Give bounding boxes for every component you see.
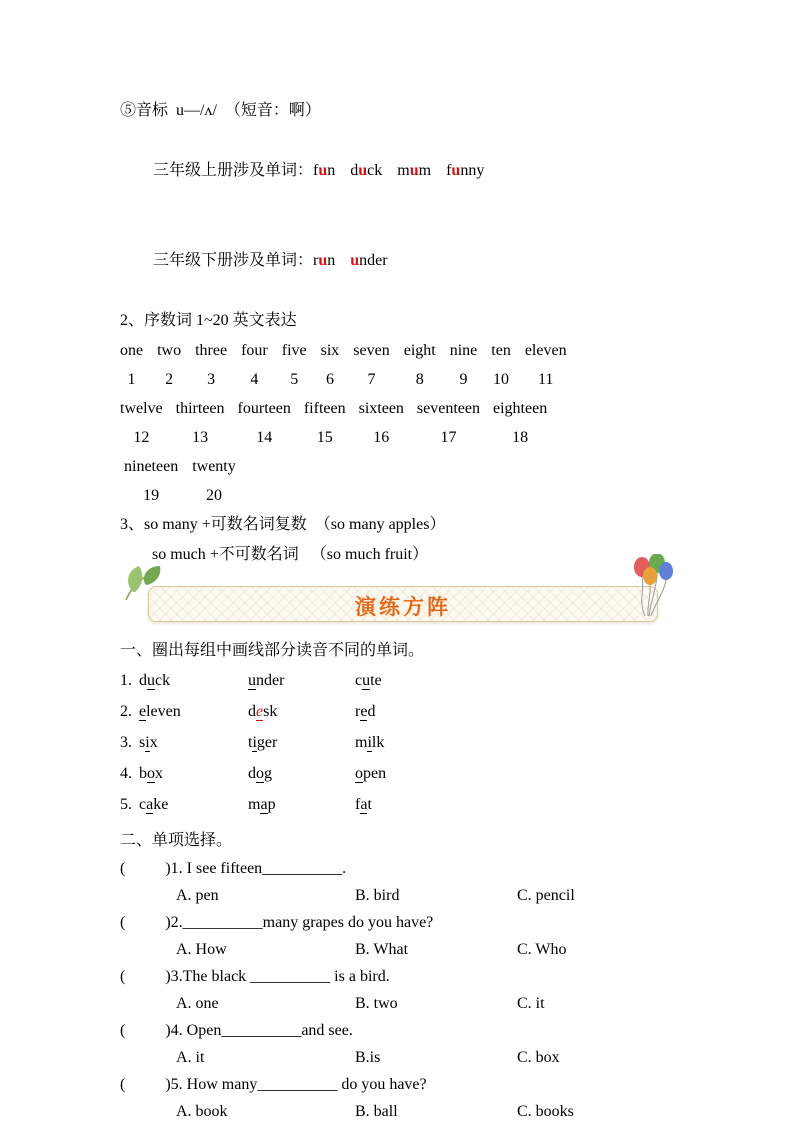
number-digit: 11 — [538, 371, 554, 388]
grade3-first-term-line — [120, 126, 793, 216]
number-digit: 4 — [250, 371, 259, 388]
number-word: fourteen — [237, 400, 291, 417]
underlined-letter: i — [145, 734, 150, 751]
word-part: lk — [371, 734, 385, 751]
question-stem: ( )4. Open__________and see. — [120, 1022, 353, 1039]
question-stem: ( )5. How many__________ do you have? — [120, 1076, 427, 1093]
underlined-letter: e — [360, 703, 368, 720]
word-part: d — [248, 703, 256, 720]
so-much-rule: so much +不可数名词 （so much fruit） — [152, 546, 429, 563]
options-row — [120, 936, 793, 963]
number-pair — [450, 336, 478, 394]
number-word: seventeen — [416, 400, 480, 417]
row-number: 2. — [120, 703, 132, 720]
phonics-word — [313, 246, 335, 276]
word-part: n — [327, 252, 336, 269]
multiple-choice-question — [120, 909, 793, 963]
number-digit: 7 — [367, 371, 376, 388]
underlined-letter: u — [362, 672, 371, 689]
number-digit: 6 — [325, 371, 334, 388]
number-word: nineteen — [124, 458, 179, 475]
options-row — [120, 1098, 793, 1125]
word-part: d — [350, 162, 359, 179]
word-part: nder — [359, 252, 388, 269]
number-word: eight — [403, 342, 436, 359]
word-part: ke — [153, 796, 169, 813]
option-b: B. ball — [355, 1103, 398, 1120]
number-word: two — [157, 342, 182, 359]
number-word: three — [195, 342, 228, 359]
underlined-letter: a — [260, 796, 268, 813]
word-part: t — [367, 796, 372, 813]
numbers-group-1 — [120, 336, 793, 394]
multiple-choice-question — [120, 963, 793, 1017]
underlined-letter: e — [139, 703, 147, 720]
number-word: six — [320, 342, 340, 359]
number-pair — [120, 394, 163, 452]
word-cell-1 — [120, 696, 248, 727]
option-a: A. pen — [176, 887, 219, 904]
word-cell-2 — [248, 789, 355, 820]
option-a: A. How — [176, 941, 227, 958]
options-row — [120, 882, 793, 909]
word-part: p — [267, 796, 276, 813]
word-part: x — [155, 765, 163, 782]
word-part: c — [355, 672, 363, 689]
word-cell-3 — [355, 789, 793, 820]
highlighted-letter: u — [409, 162, 419, 179]
exercise-word — [355, 796, 372, 814]
number-word: eighteen — [493, 400, 548, 417]
exercise-word — [355, 734, 384, 752]
exercise-word — [139, 765, 163, 783]
word-cell-2 — [248, 665, 355, 696]
section1-heading: 一、圈出每组中画线部分读音不同的单词。 — [120, 642, 425, 659]
exercise-row — [120, 665, 793, 696]
exercise-word — [139, 734, 158, 752]
phonics-word — [446, 156, 484, 186]
word-part: r — [355, 703, 361, 720]
highlighted-letter: u — [350, 252, 360, 269]
row-number: 3. — [120, 734, 132, 751]
word-part: ger — [256, 734, 278, 751]
word-part: t — [248, 734, 253, 751]
number-digit: 8 — [415, 371, 424, 388]
underlined-letter: o — [147, 765, 155, 782]
exercise-row — [120, 696, 793, 727]
number-digit: 13 — [192, 429, 209, 446]
section2-heading: 二、单项选择。 — [120, 832, 233, 849]
option-b: B. two — [355, 995, 398, 1012]
exercise-word — [248, 796, 276, 814]
number-pair — [241, 336, 268, 394]
number-pair — [417, 394, 480, 452]
word-cell-3 — [355, 727, 793, 758]
word-part: c — [139, 796, 147, 813]
options-row — [120, 1044, 793, 1071]
number-pair — [124, 452, 178, 510]
word-part: d — [367, 703, 376, 720]
number-digit: 9 — [459, 371, 468, 388]
word-part: m — [355, 734, 368, 751]
number-digit: 3 — [207, 371, 216, 388]
word-cell-1 — [120, 727, 248, 758]
word-part: b — [139, 765, 147, 782]
underlined-letter: i — [252, 734, 257, 751]
phonics-word — [313, 156, 335, 186]
exercise-word — [248, 672, 284, 690]
number-digit: 12 — [133, 429, 150, 446]
highlighted-letter: u — [358, 162, 368, 179]
number-pair — [282, 336, 307, 394]
underlined-letter: a — [146, 796, 154, 813]
number-word: five — [281, 342, 307, 359]
exercise-word — [139, 796, 168, 814]
word-part: s — [139, 734, 146, 751]
number-word: twelve — [120, 400, 163, 417]
number-pair — [304, 394, 346, 452]
number-digit: 18 — [512, 429, 529, 446]
phonics-word-list — [313, 246, 388, 276]
word-part: r — [313, 252, 319, 269]
highlighted-letter: u — [318, 252, 328, 269]
row-number: 4. — [120, 765, 132, 782]
number-pair — [525, 336, 567, 394]
word-cell-3 — [355, 758, 793, 789]
word-part: pen — [363, 765, 387, 782]
exercise-word — [355, 703, 375, 721]
option-b: B.is — [355, 1049, 381, 1066]
phonics-word-list — [313, 156, 484, 186]
number-word: seven — [353, 342, 390, 359]
option-c: C. books — [517, 1103, 574, 1120]
so-many-rule: 3、so many +可数名词复数 （so many apples） — [120, 516, 446, 533]
word-part: m — [418, 162, 432, 179]
number-digit: 20 — [205, 487, 222, 504]
number-pair — [195, 336, 227, 394]
option-c: C. box — [517, 1049, 560, 1066]
number-word: fifteen — [303, 400, 346, 417]
number-word: eleven — [524, 342, 567, 359]
number-digit: 16 — [373, 429, 390, 446]
option-b: B. bird — [355, 887, 400, 904]
exercise-word — [355, 765, 386, 783]
underlined-letter: i — [367, 734, 372, 751]
underlined-letter: u — [248, 672, 256, 689]
word-part: sk — [263, 703, 278, 720]
exercise-row — [120, 758, 793, 789]
underlined-letter: u — [147, 672, 155, 689]
options-row — [120, 990, 793, 1017]
word-part: x — [149, 734, 158, 751]
grade3-second-term-line — [120, 216, 793, 306]
underlined-letter: a — [360, 796, 368, 813]
word-part: ck — [367, 162, 383, 179]
number-word: four — [241, 342, 268, 359]
number-pair — [120, 336, 143, 394]
word-part: ck — [155, 672, 171, 689]
number-pair — [157, 336, 181, 394]
word-cell-2 — [248, 727, 355, 758]
exercise-word — [248, 765, 272, 783]
grade3-first-term-label: 三年级上册涉及单词： — [153, 162, 314, 179]
option-c: C. Who — [517, 941, 567, 958]
word-part: d — [139, 672, 147, 689]
word-cell-1 — [120, 789, 248, 820]
word-part: m — [248, 796, 261, 813]
numbers-group-3 — [120, 452, 793, 510]
highlighted-letter: u — [318, 162, 328, 179]
word-part: n — [327, 162, 336, 179]
row-number: 5. — [120, 796, 132, 813]
number-digit: 2 — [165, 371, 174, 388]
phonics-word — [350, 156, 382, 186]
word-part: f — [355, 796, 361, 813]
word-cell-1 — [120, 665, 248, 696]
number-digit: 10 — [493, 371, 510, 388]
number-pair — [321, 336, 340, 394]
number-word: nine — [449, 342, 478, 359]
option-a: A. it — [176, 1049, 205, 1066]
number-digit: 15 — [316, 429, 333, 446]
question-stem: ( )3.The black __________ is a bird. — [120, 968, 390, 985]
word-part: nny — [460, 162, 485, 179]
number-pair — [493, 394, 547, 452]
underlined-letter: o — [256, 765, 264, 782]
number-digit: 19 — [143, 487, 160, 504]
phonetic-heading: ⑤音标 u—/ʌ/ （短音：啊） — [120, 102, 321, 119]
number-word: twenty — [192, 458, 236, 475]
number-word: ten — [491, 342, 511, 359]
row-number: 1. — [120, 672, 132, 689]
balloons-icon — [630, 554, 674, 620]
number-pair — [359, 394, 404, 452]
banner-title: 演练方阵 — [355, 594, 451, 619]
highlighted-letter: u — [451, 162, 461, 179]
section2-questions — [120, 855, 793, 1125]
exercise-word — [248, 703, 277, 721]
word-part: g — [264, 765, 272, 782]
word-cell-3 — [355, 696, 793, 727]
section1-rows — [120, 665, 793, 820]
underlined-letter: o — [355, 765, 363, 782]
multiple-choice-question — [120, 1017, 793, 1071]
number-word: thirteen — [175, 400, 225, 417]
practice-banner — [148, 580, 658, 622]
exercise-word — [248, 734, 277, 752]
number-pair — [404, 336, 436, 394]
number-pair — [491, 336, 511, 394]
exercise-word — [139, 672, 170, 690]
exercise-row — [120, 789, 793, 820]
exercise-word — [139, 703, 181, 721]
option-b: B. What — [355, 941, 409, 958]
word-part: f — [446, 162, 452, 179]
word-cell-2 — [248, 758, 355, 789]
exercise-row — [120, 727, 793, 758]
number-pair — [353, 336, 389, 394]
number-digit: 5 — [290, 371, 299, 388]
numbers-heading: 2、序数词 1~20 英文表达 — [120, 312, 297, 329]
multiple-choice-question — [120, 1071, 793, 1125]
question-stem: ( )2.__________many grapes do you have? — [120, 914, 434, 931]
option-c: C. it — [517, 995, 545, 1012]
number-digit: 17 — [440, 429, 457, 446]
underlined-letter: e — [256, 703, 264, 720]
word-part: f — [313, 162, 319, 179]
number-word: one — [120, 342, 144, 359]
word-part: nder — [256, 672, 285, 689]
word-part: m — [397, 162, 410, 179]
question-stem: ( )1. I see fifteen__________. — [120, 860, 347, 877]
number-pair — [192, 452, 236, 510]
number-digit: 1 — [127, 371, 136, 388]
word-part: leven — [146, 703, 181, 720]
number-word: sixteen — [358, 400, 404, 417]
banner-ribbon — [148, 586, 658, 622]
word-cell-3 — [355, 665, 793, 696]
word-part: d — [248, 765, 256, 782]
grade3-second-term-label: 三年级下册涉及单词： — [153, 252, 314, 269]
multiple-choice-question — [120, 855, 793, 909]
number-pair — [238, 394, 291, 452]
numbers-group-2 — [120, 394, 793, 452]
word-part: te — [370, 672, 382, 689]
exercise-word — [355, 672, 382, 690]
word-cell-1 — [120, 758, 248, 789]
leaf-icon — [122, 564, 166, 604]
option-a: A. book — [176, 1103, 228, 1120]
number-digit: 14 — [256, 429, 273, 446]
number-pair — [176, 394, 225, 452]
option-c: C. pencil — [517, 887, 575, 904]
phonics-word — [397, 156, 431, 186]
option-a: A. one — [176, 995, 219, 1012]
word-cell-2 — [248, 696, 355, 727]
phonics-word — [350, 246, 387, 276]
